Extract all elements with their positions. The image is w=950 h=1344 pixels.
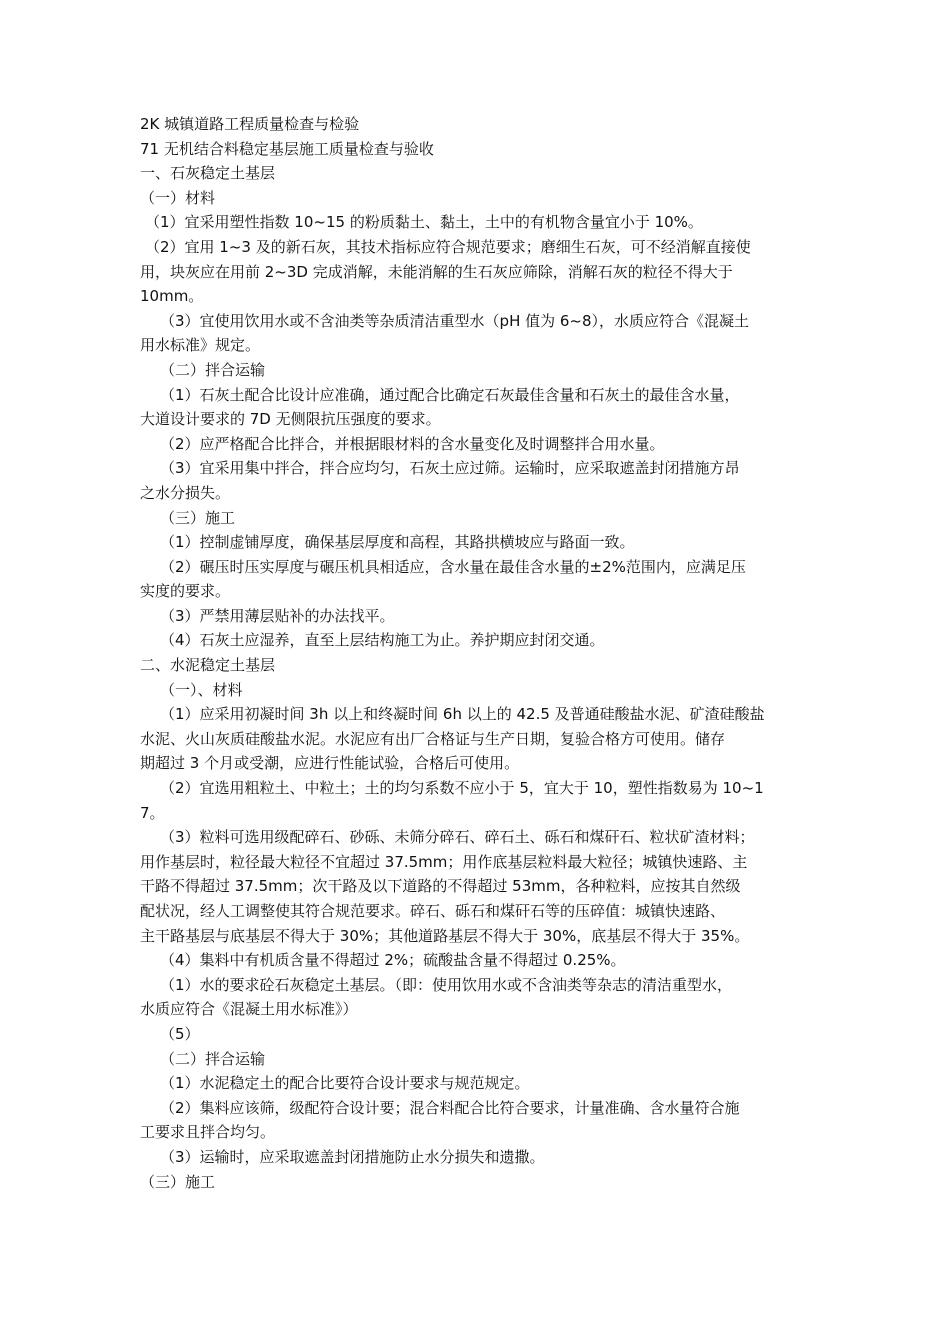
paragraph-line: （1）水泥稳定土的配合比要符合设计要求与规范规定。 — [160, 1074, 530, 1093]
paragraph-line: （1）应采用初凝时间 3h 以上和终凝时间 6h 以上的 42.5 及普通硅酸盐水泥、矿渣硅酸盐 — [160, 705, 765, 724]
paragraph-line: 水泥、火山灰质硅酸盐水泥。水泥应有出厂合格证与生产日期，复验合格方可使用。储存 — [140, 729, 726, 748]
heading-section: 71 无机结合料稳定基层施工质量检查与验收 — [140, 139, 434, 158]
paragraph-line: 大道设计要求的 7D 无侧限抗压强度的要求。 — [140, 410, 441, 429]
paragraph-line: 用水标准》规定。 — [140, 336, 261, 355]
paragraph-line: （1）宜采用塑性指数 10~15 的粉质黏土、黏土，土中的有机物含量宜小于 10%。 — [145, 213, 703, 232]
paragraph-line: （3）严禁用薄层贴补的办法找平。 — [160, 606, 395, 625]
subheading-construction: （三）施工 — [160, 508, 236, 527]
paragraph-line: 期超过 3 个月或受潮，应进行性能试验，合格后可使用。 — [140, 754, 520, 773]
heading-part-one: 一、石灰稳定土基层 — [140, 164, 276, 183]
paragraph-line: （1）石灰土配合比设计应准确，通过配合比确定石灰最佳含量和石灰土的最佳含水量， — [160, 385, 740, 404]
paragraph-line: 用，块灰应在用前 2~3D 完成消解，未能消解的生石灰应筛除，消解石灰的粒径不得大于 — [140, 262, 733, 281]
paragraph-line: 水质应符合《混凝土用水标准》） — [140, 1000, 358, 1019]
paragraph-line: （3）运输时，应采取遮盖封闭措施防止水分损失和遗撒。 — [160, 1147, 545, 1166]
paragraph-line: （2）碾压时压实厚度与碾压机具相适应，含水量在最佳含水量的±2%范围内，应满足压 — [160, 557, 746, 576]
paragraph-line: 之水分损失。 — [140, 483, 231, 502]
paragraph-line: 用作基层时，粒径最大粒径不宜超过 37.5mm；用作底基层粒料最大粒径；城镇快速路、主 — [140, 852, 748, 871]
paragraph-line: （4）集料中有机质含量不得超过 2%；硫酸盐含量不得超过 0.25%。 — [160, 951, 626, 970]
paragraph-line: （2）应严格配合比拌合，并根据眼材料的含水量变化及时调整拌合用水量。 — [160, 434, 665, 453]
paragraph-line: 配状况，经人工调整使其符合规范要求。碎石、砾石和煤矸石等的压碎值：城镇快速路、 — [140, 902, 726, 920]
subheading-construction: （三）施工 — [140, 1172, 216, 1191]
paragraph-line: （3）宜采用集中拌合，拌合应均匀，石灰土应过筛。运输时，应采取遮盖封闭措施方昂 — [160, 459, 740, 478]
paragraph-line: （2）集料应该筛，级配符合设计要；混合料配合比符合要求，计量准确、含水量符合施 — [160, 1098, 740, 1117]
paragraph-line: 干路不得超过 37.5mm；次干路及以下道路的不得超过 53mm，各种粒料，应按其自然级 — [140, 877, 741, 896]
heading-chapter: 2K 城镇道路工程质量检查与检验 — [140, 115, 360, 133]
paragraph-line: （4）石灰土应湿养，直至上层结构施工为止。养护期应封闭交通。 — [160, 631, 605, 650]
heading-part-two: 二、水泥稳定土基层 — [140, 656, 276, 675]
subheading-materials: （一）、材料 — [160, 680, 243, 699]
paragraph-line: 主干路基层与底基层不得大于 30%；其他道路基层不得大于 30%，底基层不得大于 35%。 — [140, 926, 750, 945]
paragraph-line: 10mm。 — [140, 287, 204, 306]
paragraph-line: 工要求且拌合均匀。 — [140, 1123, 276, 1142]
subheading-mixing: （二）拌合运输 — [160, 1049, 266, 1068]
paragraph-line: （5） — [160, 1024, 200, 1043]
paragraph-line: 实度的要求。 — [140, 582, 231, 601]
paragraph-line: （2）宜用 1~3 及的新石灰，其技术指标应符合规范要求；磨细生石灰，可不经消解直接使 — [145, 237, 751, 256]
paragraph-line: （1）水的要求砼石灰稳定土基层。（即：使用饮用水或不含油类等杂志的清洁重型水， — [160, 975, 733, 994]
paragraph-line: （2）宜选用粗粒土、中粒土；土的均匀系数不应小于 5，宜大于 10，塑性指数易为 10~1 — [160, 779, 764, 798]
document-body — [140, 112, 820, 1194]
subheading-materials: （一）材料 — [140, 188, 216, 207]
paragraph-line: 7。 — [140, 803, 165, 822]
subheading-mixing: （二）拌合运输 — [160, 360, 266, 379]
paragraph-line: （3）粒料可选用级配碎石、砂砾、未筛分碎石、碎石土、砾石和煤矸石、粒状矿渣材料； — [160, 828, 755, 847]
paragraph-line: （3）宜使用饮用水或不含油类等杂质清洁重型水（pH 值为 6~8），水质应符合《混凝土 — [160, 311, 750, 330]
paragraph-line: （1）控制虚铺厚度，确保基层厚度和高程，其路拱横坡应与路面一致。 — [160, 533, 635, 552]
